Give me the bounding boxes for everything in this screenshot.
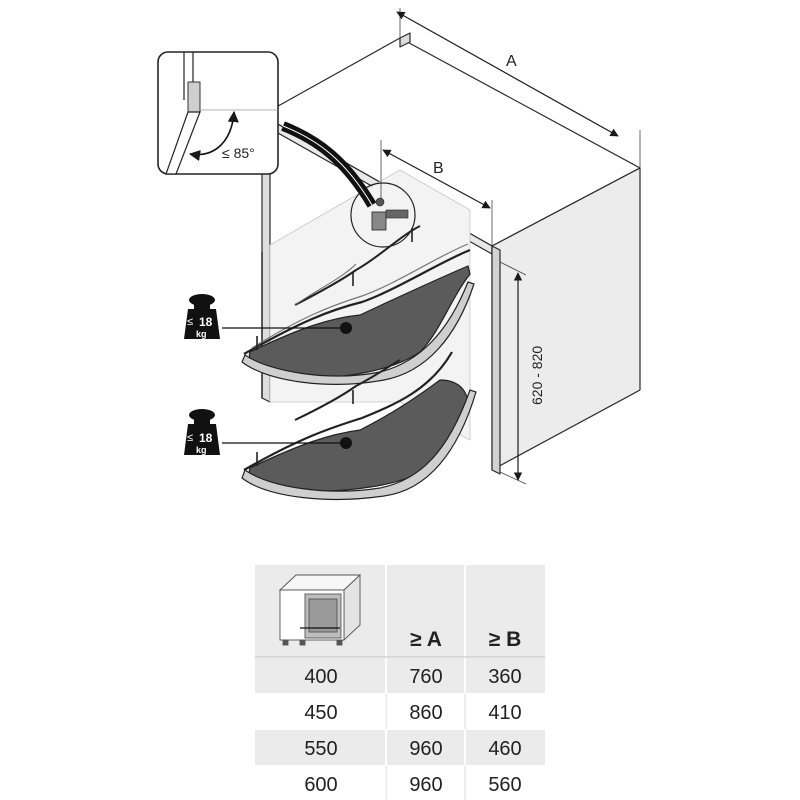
weight-lower-value: 18 [199, 431, 213, 445]
weight-upper-le: ≤ [187, 316, 194, 328]
dimension-a-label: A [506, 53, 517, 70]
table-cell: 960 [409, 774, 443, 796]
basket-upper-load-point [340, 322, 352, 334]
weight-lower-unit: kg [196, 445, 207, 455]
basket-lower-load-point [340, 437, 352, 449]
weight-upper-unit: kg [196, 329, 207, 339]
table-cell: 560 [488, 774, 522, 796]
table-cell: 600 [304, 774, 338, 796]
table-cell: 960 [409, 738, 443, 760]
cabinet-right-edge [492, 246, 500, 474]
dimension-b-label: B [433, 160, 444, 177]
size-table [255, 565, 545, 800]
weight-upper-value: 18 [199, 315, 213, 329]
table-header-a: ≥ A [410, 628, 442, 651]
weight-lower-le: ≤ [187, 432, 194, 444]
table-cell: 400 [304, 666, 338, 688]
table-cell: 360 [488, 666, 522, 688]
cabinet-thumbnail-icon [280, 575, 360, 645]
table-cell: 860 [409, 702, 443, 724]
table-cell: 410 [488, 702, 522, 724]
angle-label: ≤ 85° [222, 145, 255, 161]
table-cell: 460 [488, 738, 522, 760]
table-cell: 450 [304, 702, 338, 724]
hinge-detail-inset [158, 52, 278, 174]
table-cell: 760 [409, 666, 443, 688]
table-header-b: ≥ B [488, 628, 522, 651]
dimension-height-label: 620 - 820 [529, 345, 545, 405]
table-cell: 550 [304, 738, 338, 760]
